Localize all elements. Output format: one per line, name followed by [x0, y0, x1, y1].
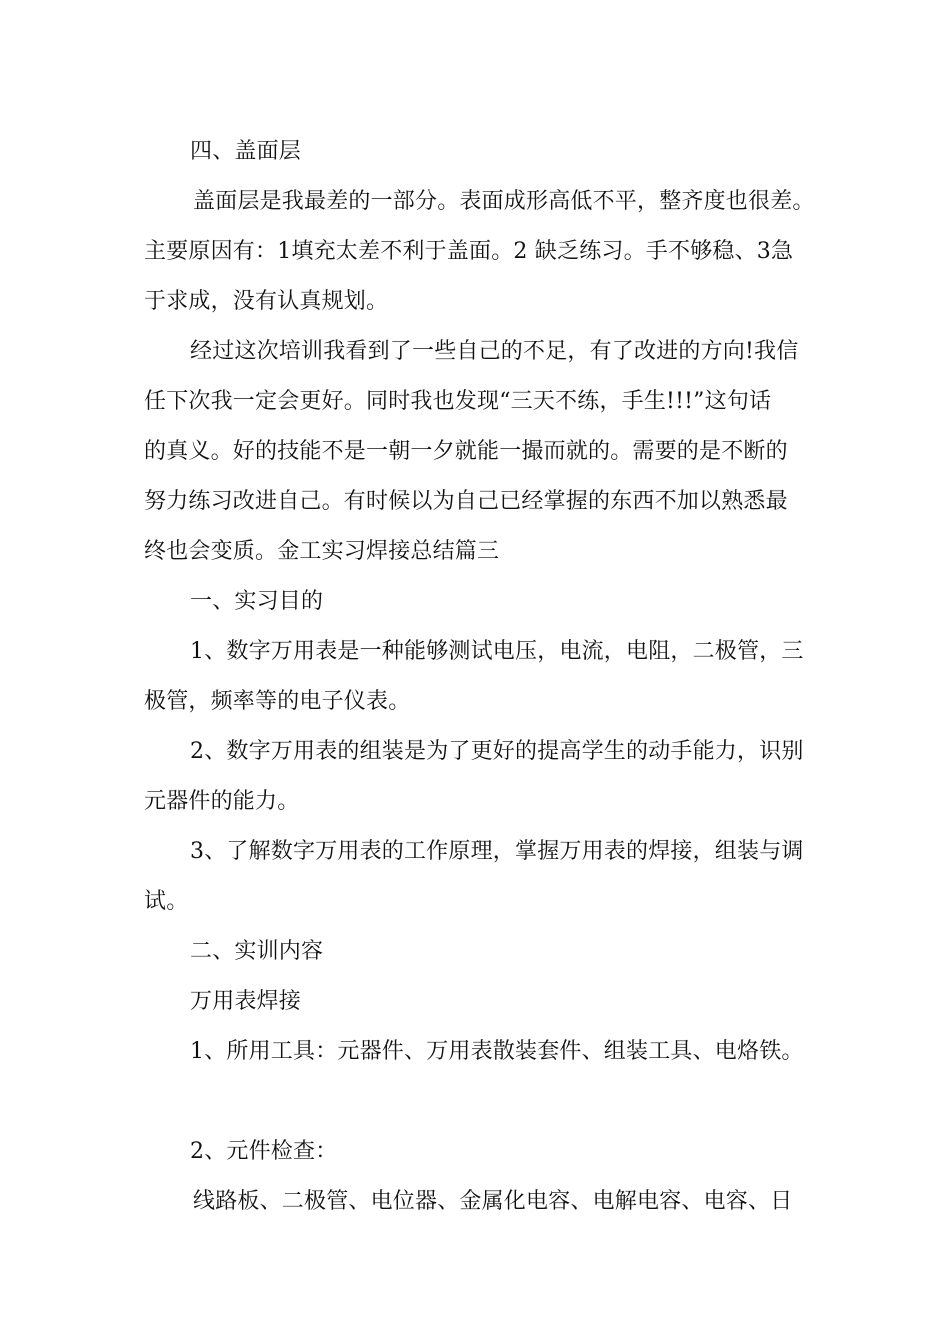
paragraph-line: 努力练习改进自己。有时候以为自己已经掌握的东西不加以熟悉最 — [144, 489, 788, 514]
section-heading-content: 二、实训内容 — [190, 939, 324, 964]
list-item-line: 试。 — [144, 889, 189, 914]
paragraph-line: 于求成，没有认真规划。 — [144, 289, 389, 314]
paragraph-line: 任下次我一定会更好。同时我也发现“三天不练，手生!!!”这句话 — [144, 389, 772, 414]
list-item-line: 1、所用工具：元器件、万用表散装套件、组装工具、电烙铁。 — [190, 1039, 804, 1064]
paragraph-line: 的真义。好的技能不是一朝一夕就能一撮而就的。需要的是不断的 — [144, 439, 788, 464]
list-item-line: 3、了解数字万用表的工作原理，掌握万用表的焊接，组装与调 — [190, 839, 804, 864]
paragraph-line: 主要原因有：1填充太差不利于盖面。2 缺乏练习。手不够稳、3急 — [144, 239, 794, 264]
paragraph-line: 终也会变质。金工实习焊接总结篇三 — [144, 539, 500, 564]
list-item-line: 2、元件检查： — [190, 1139, 338, 1164]
section-heading-purpose: 一、实习目的 — [190, 589, 324, 614]
list-item-line: 1、数字万用表是一种能够测试电压，电流，电阻，二极管，三 — [190, 639, 804, 664]
paragraph-line: 经过这次培训我看到了一些自己的不足，有了改进的方向!我信 — [190, 339, 799, 364]
paragraph-line: 线路板、二极管、电位器、金属化电容、电解电容、电容、日 — [193, 1189, 793, 1214]
paragraph-line: 盖面层是我最差的一部分。表面成形高低不平，整齐度也很差。 — [193, 189, 815, 214]
section-heading-cover-layer: 四、盖面层 — [190, 139, 302, 164]
list-item-line: 2、数字万用表的组装是为了更好的提高学生的动手能力，识别 — [190, 739, 804, 764]
subheading-multimeter-soldering: 万用表焊接 — [190, 989, 302, 1014]
list-item-line: 极管，频率等的电子仪表。 — [144, 689, 411, 714]
list-item-line: 元器件的能力。 — [144, 789, 300, 814]
